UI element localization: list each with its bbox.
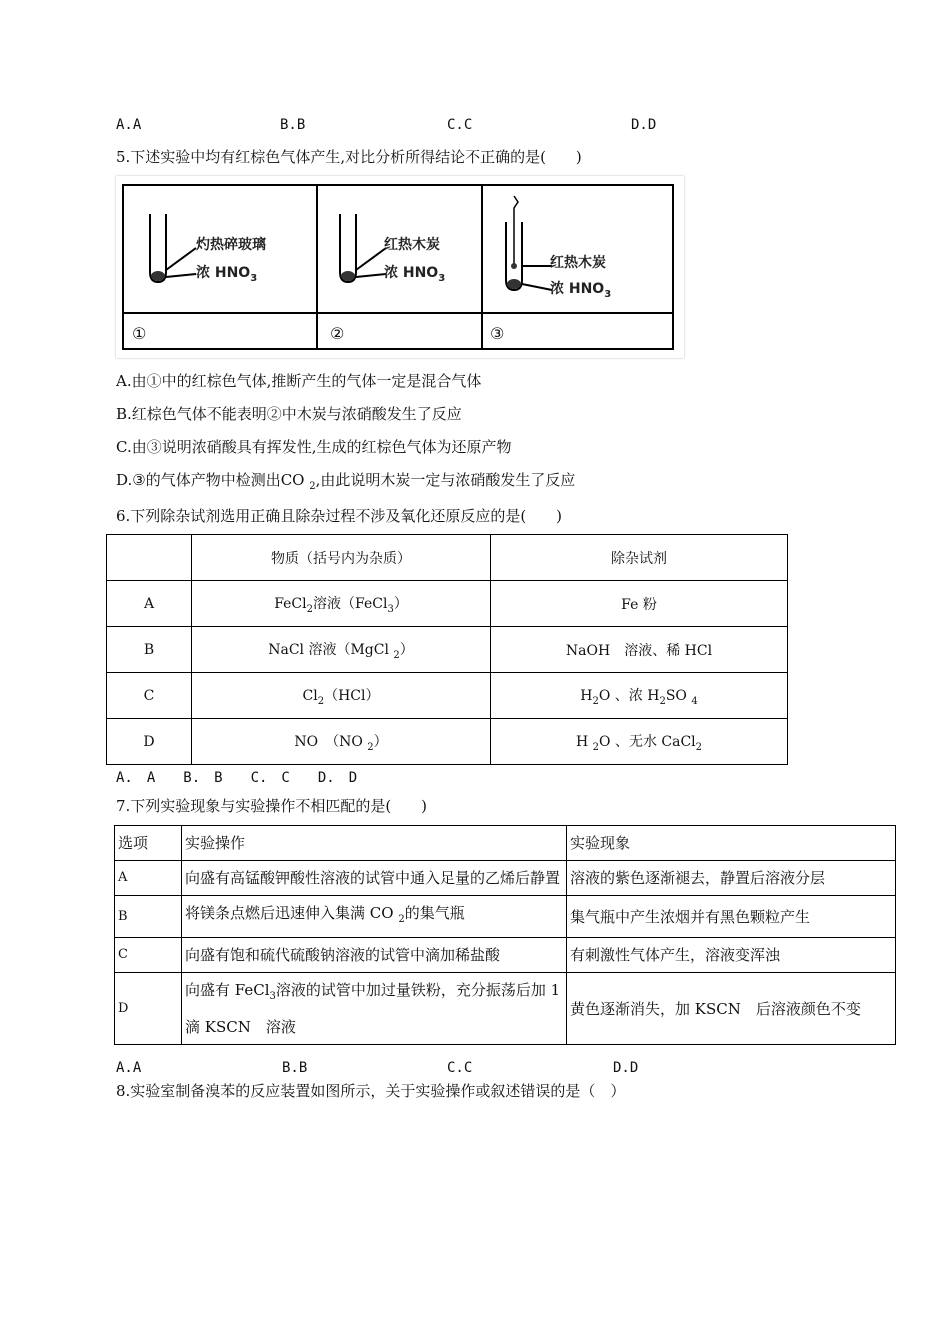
q4-option-b: B.B (280, 117, 306, 133)
panel3-label1: 红热木炭 (550, 255, 606, 271)
panel3-label2: 浓 $HNO_3$ (550, 281, 612, 300)
table-header-row (107, 535, 788, 581)
reagent-cell: H $_2$O 、无水 CaCl$_2$ (491, 719, 788, 765)
row-label: C (115, 938, 182, 973)
q7-option-c: C.C (447, 1060, 473, 1076)
q7-table (114, 825, 896, 1045)
reagent-cell: Fe 粉 (491, 581, 788, 627)
table-header-row (115, 826, 896, 861)
operation-cell: 向盛有 FeCl$_3$溶液的试管中加过量铁粉，充分振荡后加 1 滴 KSCN 溶液 (182, 973, 567, 1045)
phenomenon-cell: 黄色逐渐消失，加 KSCN 后溶液颜色不变 (567, 973, 896, 1045)
row-label: B (107, 627, 192, 673)
substance-cell: NO （NO $_2$） (192, 719, 491, 765)
panel1-label2: 浓 $HNO_3$ (196, 265, 258, 284)
table-header-cell: 除杂试剂 (491, 535, 788, 581)
table-header-cell (107, 535, 192, 581)
q6-table (106, 534, 788, 765)
row-label: A (107, 581, 192, 627)
table-header-cell: 选项 (115, 826, 182, 861)
table-row (115, 973, 896, 1045)
test-tube-1-icon (140, 210, 200, 290)
panel2-label2: 浓 $HNO_3$ (384, 265, 446, 284)
table-row (115, 861, 896, 896)
q5-question: 5.下述实验中均有红棕色气体产生,对比分析所得结论不正确的是( ) (116, 148, 582, 166)
q7-option-d: D.D (613, 1060, 639, 1076)
row-label: D (115, 973, 182, 1045)
q4-option-c: C.C (447, 117, 473, 133)
q4-option-a: A.A (116, 117, 142, 133)
table-header-cell: 实验现象 (567, 826, 896, 861)
test-tube-2-icon (330, 210, 390, 290)
operation-cell: 将镁条点燃后迅速伸入集满 CO $_2$的集气瓶 (182, 896, 567, 938)
table-header-cell: 物质（括号内为杂质） (192, 535, 491, 581)
panel3-number: ③ (490, 324, 505, 343)
q7-option-b: B.B (282, 1060, 308, 1076)
operation-cell: 向盛有饱和硫代硫酸钠溶液的试管中滴加稀盐酸 (182, 938, 567, 973)
table-row (115, 938, 896, 973)
phenomenon-cell: 集气瓶中产生浓烟并有黑色颗粒产生 (567, 896, 896, 938)
q6-question: 6.下列除杂试剂选用正确且除杂过程不涉及氧化还原反应的是( ) (116, 507, 563, 525)
table-row (107, 581, 788, 627)
test-tube-3-icon (496, 194, 556, 298)
substance-cell: FeCl$_2$溶液（FeCl$_3$） (192, 581, 491, 627)
q7-option-a: A.A (116, 1060, 142, 1076)
reagent-cell: NaOH 溶液、稀 HCl (491, 627, 788, 673)
substance-cell: NaCl 溶液（MgCl $_2$） (192, 627, 491, 673)
q7-question: 7.下列实验现象与实验操作不相匹配的是( ) (116, 797, 428, 815)
table-row (115, 896, 896, 938)
table-row (107, 627, 788, 673)
panel2-label1: 红热木炭 (384, 237, 440, 253)
row-label: D (107, 719, 192, 765)
q4-option-d: D.D (631, 117, 657, 133)
phenomenon-cell: 溶液的紫色逐渐褪去，静置后溶液分层 (567, 861, 896, 896)
row-label: A (115, 861, 182, 896)
phenomenon-cell: 有刺激性气体产生，溶液变浑浊 (567, 938, 896, 973)
panel1-label1: 灼热碎玻璃 (196, 237, 266, 253)
operation-cell: 向盛有高锰酸钾酸性溶液的试管中通入足量的乙烯后静置 (182, 861, 567, 896)
q5-figure (116, 176, 684, 358)
q5-option-a: A.由①中的红棕色气体,推断产生的气体一定是混合气体 (116, 372, 482, 390)
table-row (107, 673, 788, 719)
row-label: C (107, 673, 192, 719)
q5-option-d: D.③的气体产物中检测出CO $_2$,由此说明木炭一定与浓硝酸发生了反应 (116, 471, 576, 492)
q8-question: 8.实验室制备溴苯的反应装置如图所示，关于实验操作或叙述错误的是（ ） (116, 1082, 626, 1100)
q5-option-c: C.由③说明浓硝酸具有挥发性,生成的红棕色气体为还原产物 (116, 438, 512, 456)
q5-option-b: B.红棕色气体不能表明②中木炭与浓硝酸发生了反应 (116, 405, 462, 423)
substance-cell: $Cl_2(HCl)$ (192, 673, 491, 719)
q6-options: A. A B. B C. C D. D (116, 770, 358, 786)
table-row (107, 719, 788, 765)
table-header-cell: 实验操作 (182, 826, 567, 861)
panel1-number: ① (132, 324, 147, 343)
panel2-number: ② (330, 324, 345, 343)
row-label: B (115, 896, 182, 938)
reagent-cell: $H_2O$ 、浓 $H_2SO$ $_4$ (491, 673, 788, 719)
